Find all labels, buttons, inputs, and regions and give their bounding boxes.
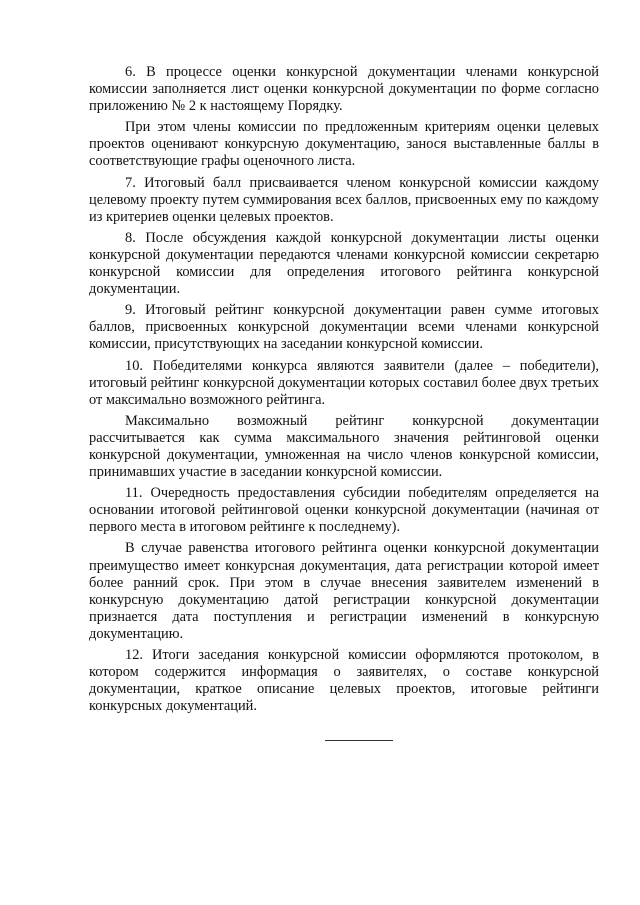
paragraph-8: 8. После обсуждения каждой конкурсной документации листы оценки конкурсной документации передаются членами конкурсной комиссии секретарю конкурсной комиссии для определения итогового рейтинга конкурсной документации. [89, 229, 599, 298]
paragraph-12: 12. Итоги заседания конкурсной комиссии оформляются протоколом, в котором содержится информация о заявителях, о составе конкурсной документации, краткое описание целевых проектов, итоговые рейтинги конкурсных документаций. [89, 647, 599, 715]
paragraph-11-note: В случае равенства итогового рейтинга оценки конкурсной документации преимущество имеет конкурсная документация, дата регистрации которой имеет более ранний срок. При этом в случае внесения заявителем изменений в конкурсную документацию датой регистрации конкурсной документации признается дата поступления и регистрации изменений в конкурсную документацию. [89, 540, 599, 642]
paragraph-9: 9. Итоговый рейтинг конкурсной документации равен сумме итоговых баллов, присвоенных конкурсной документации всеми членами конкурсной комиссии, присутствующих на заседании конкурсной комиссии. [89, 302, 599, 353]
paragraph-10: 10. Победителями конкурса являются заявители (далее – победители), итоговый рейтинг конкурсной документации которых составил более двух третьих от максимально возможного рейтинга. [89, 357, 599, 408]
paragraph-7: 7. Итоговый балл присваивается членом конкурсной комиссии каждому целевому проекту путем суммирования всех баллов, присвоенных ему по каждому из критериев оценки целевых проектов. [89, 174, 599, 225]
paragraph-10-note: Максимально возможный рейтинг конкурсной документации рассчитывается как сумма максимального значения рейтинговой оценки конкурсной документации, умноженная на число членов конкурсной комиссии, принимавших участие в заседании конкурсной комиссии. [89, 412, 599, 481]
document-body [89, 64, 599, 719]
end-of-document-rule [325, 740, 393, 741]
paragraph-6-note: При этом члены комиссии по предложенным критериям оценки целевых проектов оценивают конкурсную документацию, занося выставленные баллы в соответствующие графы оценочного листа. [89, 119, 599, 170]
paragraph-11: 11. Очередность предоставления субсидии победителям определяется на основании итоговой рейтинговой оценки конкурсной документации (начиная от первого места в итоговом рейтинге к последнему). [89, 485, 599, 536]
paragraph-6: 6. В процессе оценки конкурсной документации членами конкурсной комиссии заполняется лист оценки конкурсной документации по форме согласно приложению № 2 к настоящему Порядку. [89, 64, 599, 115]
